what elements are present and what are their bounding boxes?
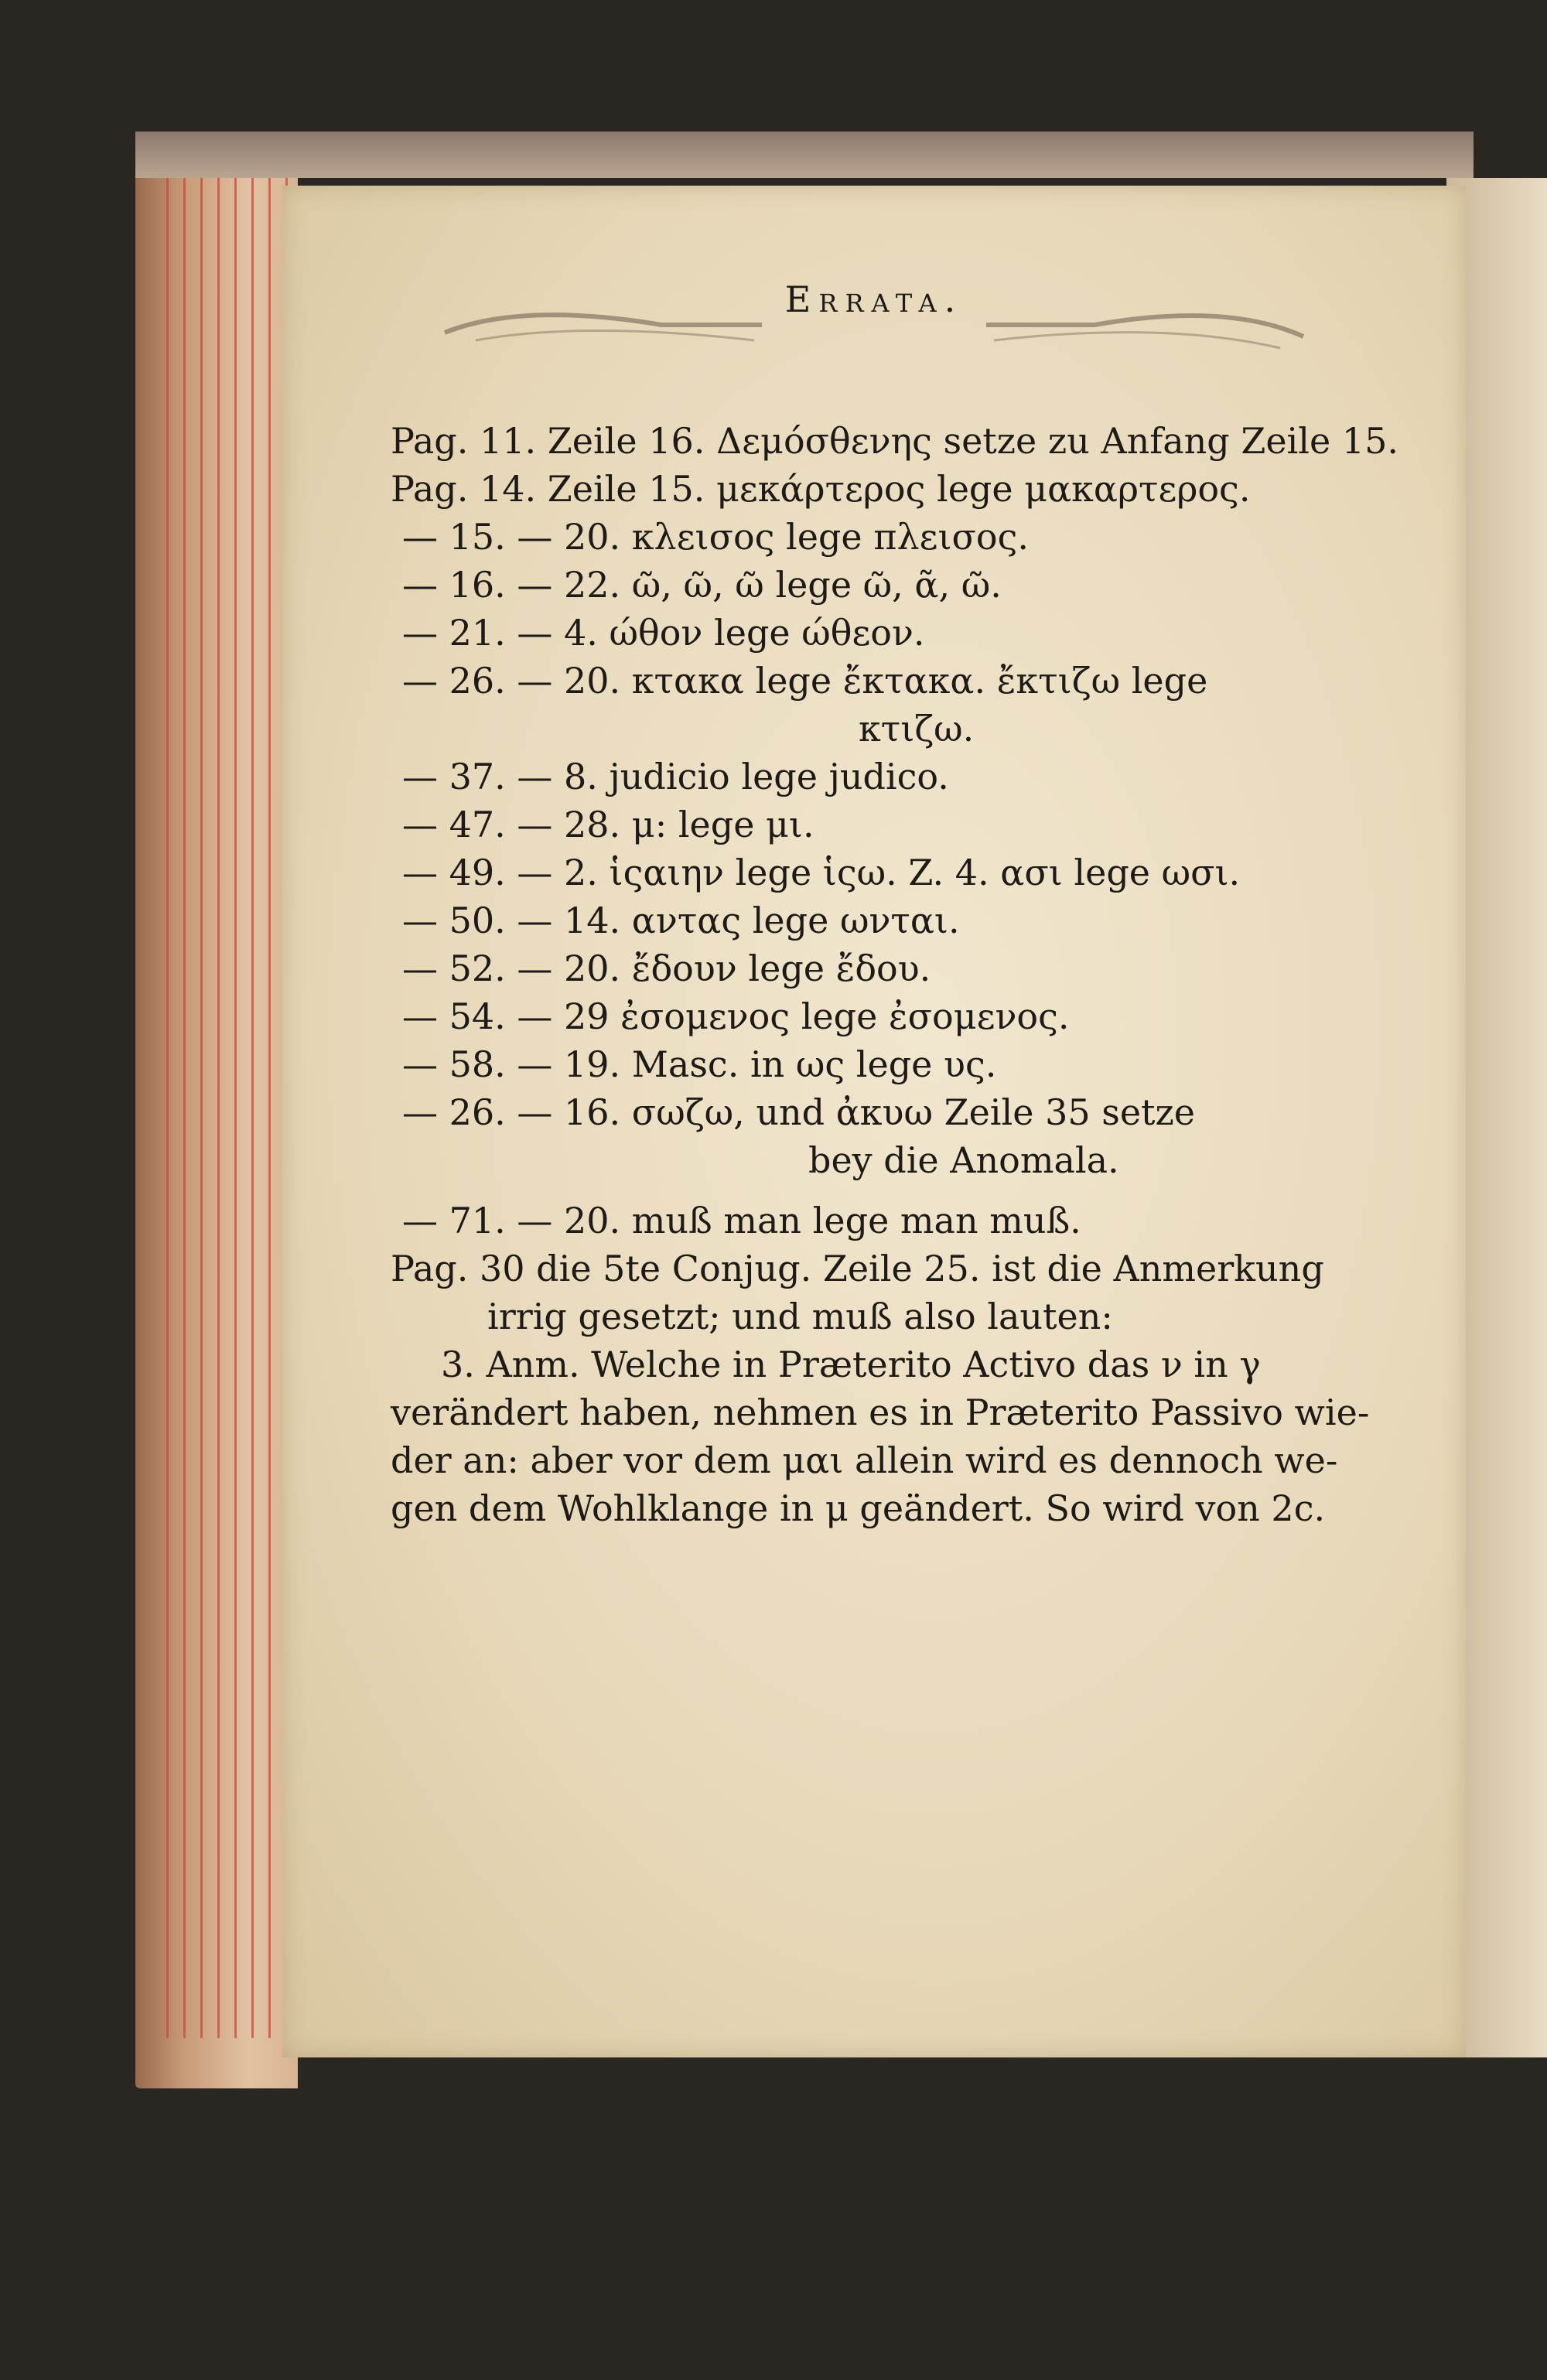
errata-line: — 16. — 22. ῶ, ῶ, ῶ lege ῶ, ᾶ, ῶ.: [402, 564, 1002, 606]
errata-line: — 47. — 28. μ: lege μι.: [402, 804, 814, 845]
errata-line: — 26. — 16. σωζω, und ἀκυω Zeile 35 setze: [402, 1091, 1196, 1133]
errata-line: bey die Anomala.: [808, 1139, 1119, 1181]
errata-line: Pag. 30 die 5te Conjug. Zeile 25. ist die Anmerkung: [391, 1248, 1324, 1289]
errata-line: — 52. — 20. ἔδουν lege ἔδου.: [402, 948, 931, 989]
errata-line: irrig gesetzt; und muß also lauten:: [487, 1296, 1113, 1337]
errata-line: — 58. — 19. Masc. in ως lege υς.: [402, 1043, 997, 1085]
errata-line: — 54. — 29 ἐσομενος lege ἐσομενος.: [402, 995, 1070, 1037]
errata-line: — 21. — 4. ώθον lege ώθεον.: [402, 612, 925, 654]
errata-line: — 49. — 2. ἱςαιην lege ἱςω. Z. 4. ασι lege ωσι.: [402, 852, 1241, 893]
errata-line: Pag. 14. Zeile 15. μεκάρτερος lege μακαρτερος.: [391, 468, 1251, 510]
errata-page: [282, 186, 1466, 2057]
errata-line: — 26. — 20. κτακα lege ἔκτακα. ἔκτιζω lege: [402, 660, 1208, 702]
red-page-edges: [166, 151, 302, 2038]
errata-line: 3. Anm. Welche in Præterito Activo das ν in γ: [441, 1344, 1261, 1385]
page-title: Errata.: [784, 278, 964, 320]
errata-line: Pag. 11. Zeile 16. Δεμόσθενης setze zu Anfang Zeile 15.: [391, 420, 1398, 462]
errata-line: der an: aber vor dem μαι allein wird es dennoch we-: [391, 1439, 1338, 1481]
errata-line: gen dem Wohlklange in μ geändert. So wird von 2c.: [391, 1487, 1326, 1529]
errata-line: — 37. — 8. judicio lege judico.: [402, 756, 949, 797]
book-top-edge: [135, 131, 1474, 178]
errata-line: — 50. — 14. αντας lege ωνται.: [402, 900, 960, 941]
errata-line: — 15. — 20. κλεισος lege πλεισος.: [402, 516, 1030, 558]
errata-line: — 71. — 20. muß man lege man muß.: [402, 1200, 1081, 1241]
errata-line: verändert haben, nehmen es in Præterito Passivo wie-: [391, 1391, 1370, 1433]
errata-line: κτιζω.: [859, 708, 975, 750]
